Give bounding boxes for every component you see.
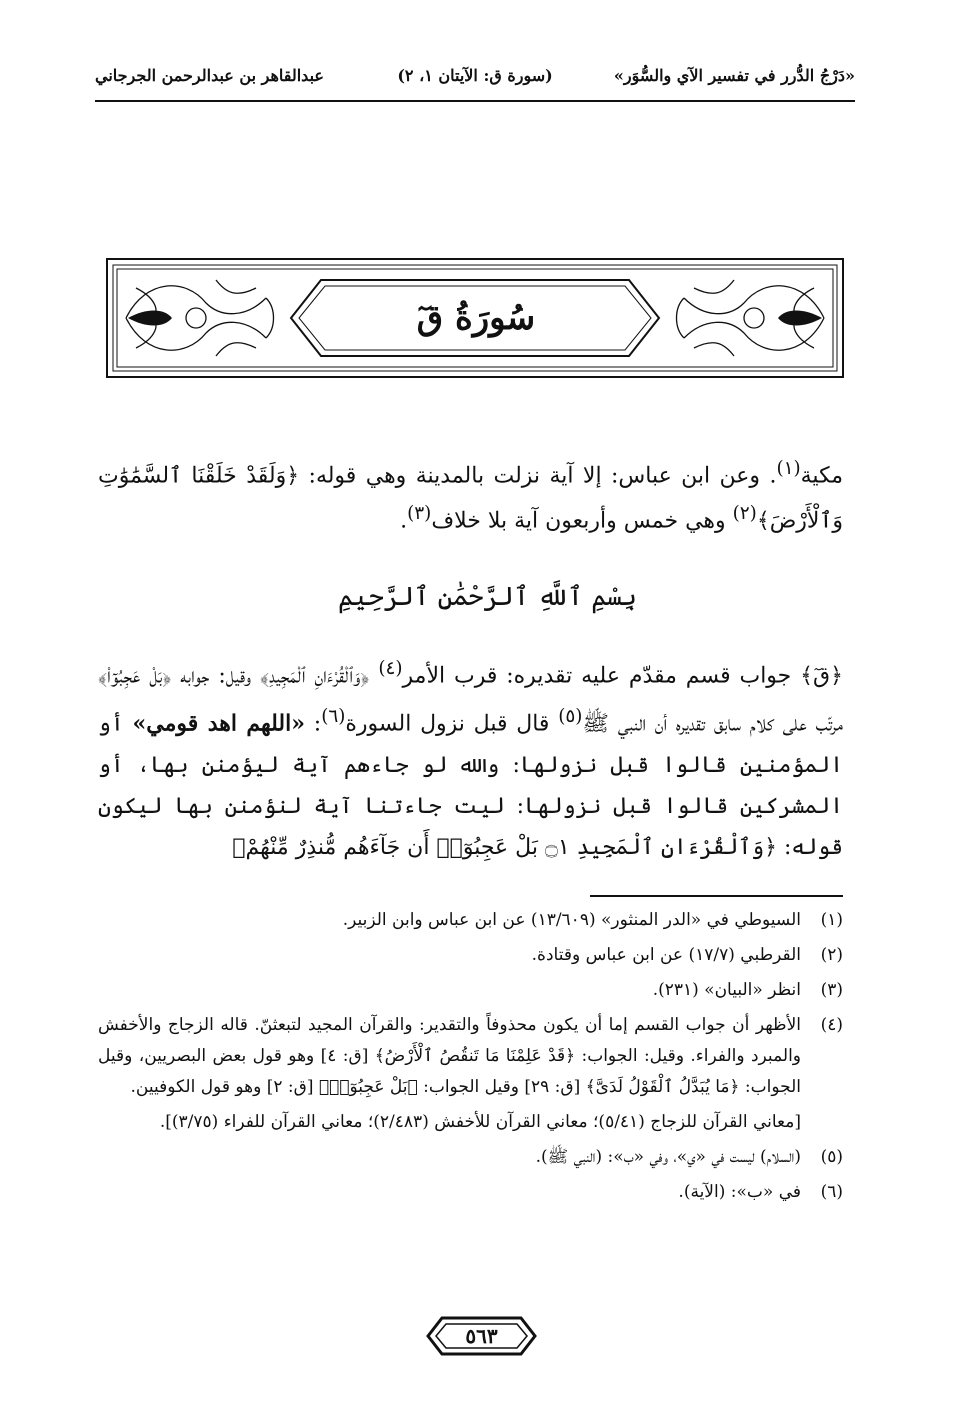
footnote-text: الأظهر أن جواب القسم إما أن يكون محذوفاً والتقدير: والقرآن المجيد لتبعثنّ. قاله الزجاج والأخفش والمبرد والفراء. وقيل: الجواب: ﴿قَدْ عَلِمْنَا مَا تَنقُصُ ٱلْأَرْضُ﴾ [ق: ٤] وهو قول بعض البصريين، وقيل الجواب: ﴿مَا يُبَدَّلُ ٱلْقَوْلُ لَدَىَّ﴾ [ق: ٢٩] وقيل الجواب: ﴿بَلْ عَجِبُوٓا۟﴾ [ق: ٢] وهو قول الكوفيين. bbox=[98, 1015, 802, 1097]
footnote-ref: (٤) bbox=[378, 658, 403, 679]
footnote-number: (٦) bbox=[820, 1182, 843, 1202]
footnote-ref: (٣) bbox=[407, 503, 432, 525]
footnote-ref: (٢) bbox=[732, 503, 757, 525]
quran-quote: ﴿بَلْ عَجِبُوٓا۟﴾ bbox=[98, 663, 172, 689]
footnote-text: في «ب»: (الآية). bbox=[678, 1182, 801, 1202]
footnote-divider bbox=[590, 895, 843, 897]
book-title: «دَرْجُ الدُّرر في تفسير الآي والسُّوَر» bbox=[613, 66, 855, 85]
footnote-number: (٤) bbox=[820, 1015, 843, 1035]
footnote-text: القرطبي (١٧/٧) عن ابن عباس وقتادة. bbox=[531, 945, 801, 965]
footnote-number bbox=[801, 1107, 843, 1138]
footnote-item bbox=[98, 1010, 843, 1103]
basmala: بِسْمِ ٱللَّهِ ٱلرَّحْمَٰنِ ٱلرَّحِيمِ bbox=[337, 582, 637, 612]
quran-quote: ﴿وَٱلْقُرْءَانِ ٱلْمَجِيدِ﴾ bbox=[260, 663, 370, 689]
footnote-ref: (٥) bbox=[558, 706, 583, 728]
intro-paragraph bbox=[98, 450, 843, 541]
page-number: ٥٦٣ bbox=[465, 1324, 498, 1348]
surah-banner bbox=[106, 258, 844, 378]
footnote-text: السيوطي في «الدر المنثور» (١٣/٦٠٩) عن ابن عباس وابن الزبير. bbox=[342, 910, 801, 930]
quran-quote: ﴿وَٱلْقُرْءَانِ ٱلْمَجِيدِ ۝١ بَلْ عَجِبُوٓا۟ أَن جَآءَهُم مُّنذِرٌ مِّنْهُمْ﴾ bbox=[232, 834, 778, 860]
footnote-text: [معاني القرآن للزجاج (٥/٤١)؛ معاني القرآن للأخفش (٢/٤٨٣)؛ معاني القرآن للفراء (٣/٧٥)]. bbox=[159, 1112, 801, 1132]
intro-text: وهي خمس وأربعون آية بلا خلاف bbox=[431, 508, 733, 534]
bold-quote: «اللهم اهد قومي» bbox=[132, 710, 306, 737]
footnote-ref: (٦) bbox=[321, 706, 346, 728]
footnote-item bbox=[98, 940, 843, 971]
commentary-text: قال قبل نزول السورة bbox=[345, 711, 559, 737]
commentary-text: أو المؤمنين قالوا قبل نزولها: والله لو جاءهم آية ليؤمنن بها، أو المشركين قالوا قبل نزولها: ليت جاءتنا آية لنؤمنن بها ليكون قوله: bbox=[98, 711, 843, 860]
commentary-text: وقيل: جوابه bbox=[171, 663, 261, 689]
footnote-item bbox=[98, 905, 843, 936]
commentary-text: مرتّب على كلام سابق تقديره أن النبي ﷺ bbox=[582, 711, 844, 737]
intro-text: مكية bbox=[800, 463, 844, 489]
commentary-text: : bbox=[305, 711, 322, 737]
surah-reference: (سورة ق: الآيتان ١، ٢) bbox=[397, 66, 553, 85]
footnote-ref: (١) bbox=[776, 458, 801, 479]
surah-title: سُورَةُ قٓ bbox=[416, 298, 536, 338]
footnotes bbox=[98, 905, 843, 1212]
header-divider bbox=[95, 100, 855, 102]
footnote-number: (٣) bbox=[820, 980, 843, 1000]
commentary-text: جواب قسم مقدّم عليه تقديره: قرب الأمر bbox=[402, 663, 801, 689]
footnote-text: انظر «البيان» (٢٣١). bbox=[652, 980, 801, 1000]
footnote-number: (٥) bbox=[820, 1147, 843, 1167]
quran-quote: ﴿وَلَقَدْ خَلَقْنَا ٱلسَّمَٰوَٰتِ وَٱلْأَرْضَ﴾ bbox=[98, 463, 843, 534]
footnote-number: (١) bbox=[820, 910, 843, 930]
footnote-item bbox=[98, 1107, 843, 1138]
footnote-text: (السلام) ليست في «ي»، وفي «ب»: (النبي ﷺ). bbox=[535, 1147, 801, 1167]
footnote-item bbox=[98, 975, 843, 1006]
quran-quote: ﴿قٓ﴾ bbox=[800, 663, 844, 689]
footnote-item bbox=[98, 1142, 843, 1173]
footnote-item bbox=[98, 1177, 843, 1208]
commentary-paragraph bbox=[98, 648, 843, 868]
footnote-number: (٢) bbox=[820, 945, 843, 965]
running-header bbox=[95, 62, 855, 94]
author-name: عبدالقاهر بن عبدالرحمن الجرجاني bbox=[95, 66, 324, 85]
intro-text: . bbox=[400, 508, 408, 534]
intro-text: . وعن ابن عباس: إلا آية نزلت بالمدينة وهي قوله: bbox=[299, 463, 777, 489]
page-number-ornament bbox=[424, 1314, 539, 1358]
